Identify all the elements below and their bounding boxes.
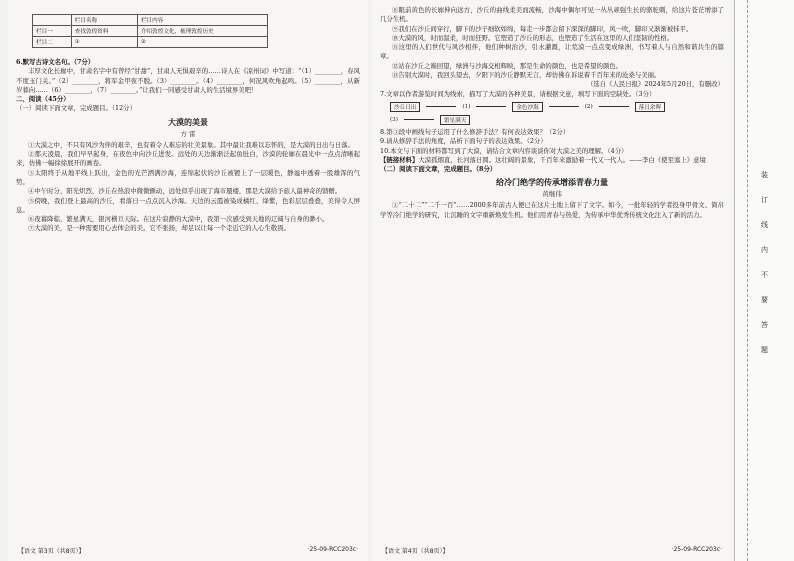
question-10: 10.本文与下面的材料都写到了大漠，请结合文章内容谈谈你对大漠之美的理解。（4分） xyxy=(380,146,628,155)
essay-source: （选自《人民日报》2024年5月20日，有删改） xyxy=(586,80,724,89)
timeline-connector xyxy=(549,106,579,107)
footer-page-label: 【语文 第4页（共8页）】 xyxy=(382,548,449,555)
q6-title: 6.默写古诗文名句。（7分） xyxy=(16,58,95,66)
q6-text: 丰厚文化长廊中，甘肃名字中有曾经“甘甜”，甘肃人无惧艰辛的……诗人在《凉州词》中写道：“（1）________，春风不度玉门关。”（2）________，将军金甲夜不脱。（3）________。（4）________，何况风吹角起鸣。（5）________，从新岁暮向……（6）________，（7）________。”让我们一同感受甘肃人的生活境界美吧！ xyxy=(16,67,360,94)
essay-paragraph: ⑬告别大漠时，我回头望去，夕阳下的沙丘静默无言，却仿佛在诉说着千百年来的沧桑与美丽。 xyxy=(392,71,661,80)
section-subtitle: （二）阅读下面文章，完成题目。（8分） xyxy=(380,165,497,174)
timeline-node: 金色沙海 xyxy=(512,102,542,112)
table-cell: ① xyxy=(71,37,137,48)
essay-paragraph: ①大漠之中，不只有风沙为伴的艰辛，也有着令人难忘的壮美景象。其中最让我难以忘怀的，是大漠的日出与日落。 xyxy=(28,140,354,149)
page-footer xyxy=(18,546,358,555)
timeline-blank: (1) xyxy=(462,103,471,110)
link-material-title: 【链接材料】 xyxy=(380,155,419,164)
essay-author: 黄继伟 xyxy=(542,190,562,199)
table-cell: ② xyxy=(137,37,267,48)
timeline-node: 繁星满天 xyxy=(440,115,470,125)
table-header-blank xyxy=(33,15,72,26)
essay-paragraph: ⑨我们在沙丘间穿行，脚下的沙子细软如绵，每走一步都会留下深深的脚印，风一吹，脚印又渐渐被抹平。 xyxy=(392,24,693,33)
table-cell: 查找敦煌资料 xyxy=(71,26,137,37)
essay-paragraph: ①“二十二”“二千一百”……2000多年前古人便已在这片土地上留下了文字。如今，一批年轻的学者投身甲骨文、简帛学等冷门绝学的研究，让沉睡的文字重新焕发生机。他们用青春与热爱，为传承中华优秀传统文化注入了新的活力。 xyxy=(380,201,724,219)
section-subtitle: （一）阅读下面文章，完成题目。（12分） xyxy=(16,104,136,113)
binding-label: 答 xyxy=(761,321,768,329)
timeline-diagram-row2 xyxy=(390,115,724,125)
essay-paragraph: ⑥夜幕降临，繁星满天，银河横亘天际。在这片寂静的大漠中，我第一次感受到天地的辽阔与自身的渺小。 xyxy=(28,215,329,224)
binding-label: 线 xyxy=(761,221,768,229)
timeline-connector xyxy=(476,106,506,107)
left-page xyxy=(8,0,368,561)
footer-code: ·25-09-RCC203c· xyxy=(307,546,358,553)
question-7: 7.文章以作者游览时间为线索，描写了大漠的各种美景，请根据文意，填写下面的空缺处。（3分） xyxy=(380,89,656,98)
essay-title: 给冷门绝学的传承增添青春力量 xyxy=(496,177,608,188)
link-material-text: 大漠孤烟直，长河落日圆。这壮阔的景象，千百年来激励着一代又一代人。——李白《使至塞上》意境 xyxy=(418,155,706,164)
essay-paragraph: ⑦大漠的美，是一种需要用心去体会的美。它不张扬，却足以让每一个走近它的人心生敬畏。 xyxy=(28,224,291,233)
essay-paragraph: ②那天凌晨，我们早早起身，在夜色中向沙丘进发。远处的天边渐渐泛起鱼肚白，沙漠的轮廓在晨光中一点点清晰起来，仿佛一幅徐徐展开的画卷。 xyxy=(16,150,360,168)
binding-label: 要 xyxy=(761,296,768,304)
binding-label: 题 xyxy=(761,346,768,354)
essay-paragraph: ⑤傍晚，我们登上最高的沙丘，看落日一点点沉入沙海。天边的云霞被染成橘红、绛紫，色彩层层叠叠，美得令人屏息。 xyxy=(16,196,360,214)
question-9: 9.请从修辞手法的角度，品析下面句子的表达效果。（2分） xyxy=(380,137,547,146)
essay-title: 大漠的美景 xyxy=(168,116,208,127)
section-title: 二、阅读（45分） xyxy=(16,95,70,104)
essay-paragraph: ④中午时分，阳光炽烈，沙丘在热浪中微微颤动，远处似乎出现了海市蜃楼，那是大漠给予旅人最神奇的馈赠。 xyxy=(28,187,342,196)
column-table xyxy=(32,14,268,48)
binding-label: 订 xyxy=(761,196,768,204)
timeline-node: 沙丘日出 xyxy=(390,102,420,112)
right-page xyxy=(372,0,732,561)
table-cell: 栏目二 xyxy=(33,37,72,48)
essay-paragraph: ⑫站在沙丘之巅回望，绿洲与沙海交相辉映，那是生命的颜色，也是希望的颜色。 xyxy=(392,61,623,70)
essay-author: 方 雷 xyxy=(180,129,196,138)
table-cell: 介绍敦煌文化，梳理敦煌历史 xyxy=(137,26,267,37)
timeline-connector xyxy=(599,106,629,107)
footer-code: ·25-09-RCC203c· xyxy=(671,546,722,553)
table-header: 栏目名称 xyxy=(71,15,137,26)
binding-label: 不 xyxy=(761,271,768,279)
binding-label: 装 xyxy=(761,171,768,179)
table-cell: 栏目一 xyxy=(33,26,72,37)
binding-dashed-line xyxy=(747,0,748,561)
footer-page-label: 【语文 第3页（共8页）】 xyxy=(18,548,85,555)
essay-paragraph: ⑪这里的人们世代与风沙相伴，他们种树治沙，引水灌溉，让荒漠一点点变成绿洲，书写着人与自然和谐共生的篇章。 xyxy=(380,43,724,61)
essay-paragraph: ⑩大漠的风，时而温柔，时而狂野。它塑造了沙丘的形态，也塑造了生活在这里的人们坚韧的性格。 xyxy=(392,33,674,42)
question-8: 8.第③段中画线句子运用了什么修辞手法？有何表达效果？（2分） xyxy=(380,127,570,136)
timeline-diagram xyxy=(390,102,724,112)
essay-paragraph: ⑧眼前黄色的长廊伸向远方，沙丘的曲线柔美而流畅，沙海中偶尔可见一丛丛顽强生长的骆驼刺，给这片苍茫增添了几分生机。 xyxy=(380,6,724,24)
timeline-connector xyxy=(426,106,456,107)
timeline-node: 落日余晖 xyxy=(635,102,665,112)
table-header: 栏目内容 xyxy=(137,15,267,26)
timeline-blank: (3) xyxy=(390,116,398,123)
binding-label: 内 xyxy=(761,246,768,254)
timeline-blank: (2) xyxy=(584,103,593,110)
essay-paragraph: ③太阳终于从地平线上跃出，金色的光芒洒满沙海，连绵起伏的沙丘被镀上了一层暖色，静谧中透着一股雄浑的气势。 xyxy=(16,168,360,186)
page-footer xyxy=(382,546,722,555)
timeline-connector xyxy=(404,119,434,120)
binding-margin xyxy=(734,0,794,561)
